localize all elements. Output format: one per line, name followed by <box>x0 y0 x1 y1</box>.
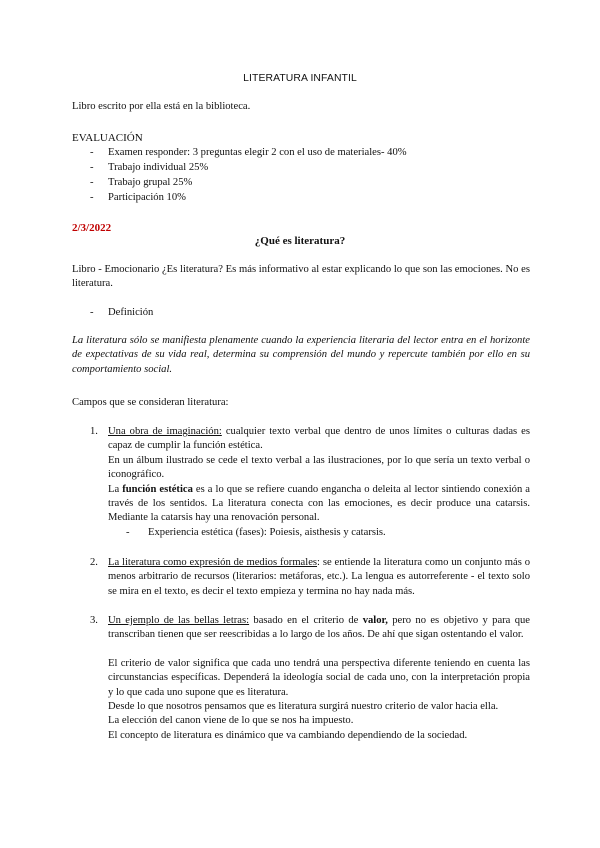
definition-quote: La literatura sólo se manifiesta plenamente cuando la experiencia literaria del lector entra en el horizonte de expectativas de su vida real, determina su comprensión del mundo y repercute también por ello en su comportamiento social. <box>72 335 530 375</box>
fields-intro: Campos que se consideran literatura: <box>72 397 229 408</box>
item-lead: Una obra de imaginación: <box>108 426 222 437</box>
section-question: ¿Qué es literatura? <box>254 235 346 247</box>
libro-paragraph: Libro - Emocionario ¿Es literatura? Es más informativo al estar explicando lo que son las emociones. No es literatura. <box>72 264 530 290</box>
definition-label: Definición <box>108 307 154 318</box>
evaluation-item: - Trabajo individual 25% <box>90 162 209 173</box>
item-paragraph: El concepto de literatura es dinámico que va cambiando dependiendo de la sociedad. <box>108 729 468 741</box>
evaluation-item: - Participación 10% <box>90 192 186 203</box>
item-body: Una obra de imaginación: cualquier texto verbal que dentro de unos límites o culturas dadas es capaz de cumplir la función estética. En un álbum ilustrado se cede el texto verbal a las ilustraciones, por lo que sería un texto verbal o iconográfico. La función estética es a lo que se refiere cuando engancha o deleita al lector sintiendo conexión a través de los sentidos. La literatura conecta con las emociones, es decir produce una catarsis. Mediante la catarsis hay una renovación personal. - Experiencia estética (fases): Poiesis, aisthesis y catarsis. <box>108 425 530 540</box>
item-bold-term: función estética <box>122 483 193 495</box>
item-paragraph: Desde lo que nosotros pensamos que es literatura surgirá nuestro criterio de valor hacia ella. <box>108 701 499 713</box>
item-lead: Un ejemplo de las bellas letras: <box>108 615 250 626</box>
item-body: Un ejemplo de las bellas letras: basado en el criterio de valor, pero no es objetivo y para que transcriban tienen que ser reescribidas a lo largo de los años. De ahí que sigan ostentando el valor. El criterio de valor significa que cada uno tendrá una perspectiva diferente teniendo en cuenta las circunstancias específicas. Dependerá la ideología social de cada uno, con la interpretación propia y lo que cada uno supone que es literatura. Desde lo que nosotros pensamos que es literatura surgirá nuestro criterio de valor hacia ella. La elección del canon viene de lo que se nos ha impuesto. El concepto de literatura es dinámico que va cambiando dependiendo de la sociedad. <box>108 614 530 743</box>
item-bold-term: valor, <box>362 615 388 626</box>
item-paragraph: La elección del canon viene de lo que se nos ha impuesto. <box>108 715 354 727</box>
item-paragraph: El criterio de valor significa que cada uno tendrá una perspectiva diferente teniendo en cuenta las circunstancias específicas. Dependerá la ideología social de cada uno, con la interpretación propia y lo que cada uno supone que es literatura. <box>108 657 530 698</box>
item-number: 3. <box>90 615 98 626</box>
item-number: 1. <box>90 426 98 437</box>
item-sub-bullet: - Experiencia estética (fases): Poiesis, aisthesis y catarsis. <box>126 526 386 538</box>
item-body: La literatura como expresión de medios formales: se entiende la literatura como un conjunto más o menos arbitrario de recursos (literarios: metáforas, etc.). La lengua es autorreferente - el texto solo se mira en el texto, es decir el texto empieza y termina no hay nada más. <box>108 557 530 597</box>
evaluation-heading: EVALUACIÓN <box>72 132 143 144</box>
item-lead: La literatura como expresión de medios formales <box>108 557 318 568</box>
intro-line: Libro escrito por ella está en la biblioteca. <box>72 101 251 112</box>
evaluation-list <box>72 146 407 206</box>
document-page: LITERATURA INFANTIL Libro escrito por ella está en la biblioteca. EVALUACIÓN - Examen responder: 3 preguntas elegir 2 con el uso de materiales- 40% - Trabajo individual 25% - Trabajo grupal 25% - Participación 10% 2/3/2022 ¿Qué es literatura? Libro - Emocionario ¿Es literatura? Es más informativo al estar explicando lo que son las emociones. No es literatura. - Definición La literatura sólo se manifiesta plenamente cuando la experiencia literaria del lector entra en el horizonte de expectativas de su vida real, determina su comprensión del mundo y repercute también por ello en su comportamiento social. Campos que se consideran literatura: 1. Una obra de imaginación: cualquier texto verbal que dentro de unos límites o culturas dadas es capaz de cumplir la función estética. En un álbum ilustrado se cede el texto verbal a las ilustraciones, por lo que sería un texto verbal o iconográfico. La función estética es a lo que se refiere cuando engancha o deleita al lector sintiendo conexión a través de los sentidos. La literatura conecta con las emociones, es decir produce una catarsis. Mediante la catarsis hay una renovación personal. - Experiencia estética (fases): Poiesis, aisthesis y catarsis. 2. La literatura como expresión de medios formales: se entiende la literatura como un conjunto más o menos arbitrario de recursos (literarios: metáforas, etc.). La lengua es autorreferente - el texto solo se mira en el texto, es decir el texto empieza y termina no hay nada más. 3. Un ejemplo de las bellas letras: basado en el criterio de valor, pero no es objetivo y para que transcriban tienen que ser reescribidas a lo largo de los años. De ahí que sigan ostentando el valor. El criterio de valor significa que cada uno tendrá una perspectiva diferente teniendo en cuenta las circunstancias específicas. Dependerá la ideología social de cada uno, con la interpretación propia y lo que cada uno supone que es literatura. Desde lo que nosotros pensamos que es literatura surgirá nuestro criterio de valor hacia ella. La elección del canon viene de lo que se nos ha impuesto. El concepto de literatura es dinámico que va cambiando dependiendo de la sociedad. <box>0 0 600 848</box>
item-number: 2. <box>90 557 98 568</box>
document-title: LITERATURA INFANTIL <box>243 73 357 84</box>
item-paragraph: En un álbum ilustrado se cede el texto verbal a las ilustraciones, por lo que sería un texto verbal o iconográfico. <box>108 454 530 481</box>
evaluation-item: - Trabajo grupal 25% <box>90 177 193 188</box>
section-date: 2/3/2022 <box>72 222 112 234</box>
evaluation-item: - Examen responder: 3 preguntas elegir 2 con el uso de materiales- 40% <box>90 147 407 158</box>
